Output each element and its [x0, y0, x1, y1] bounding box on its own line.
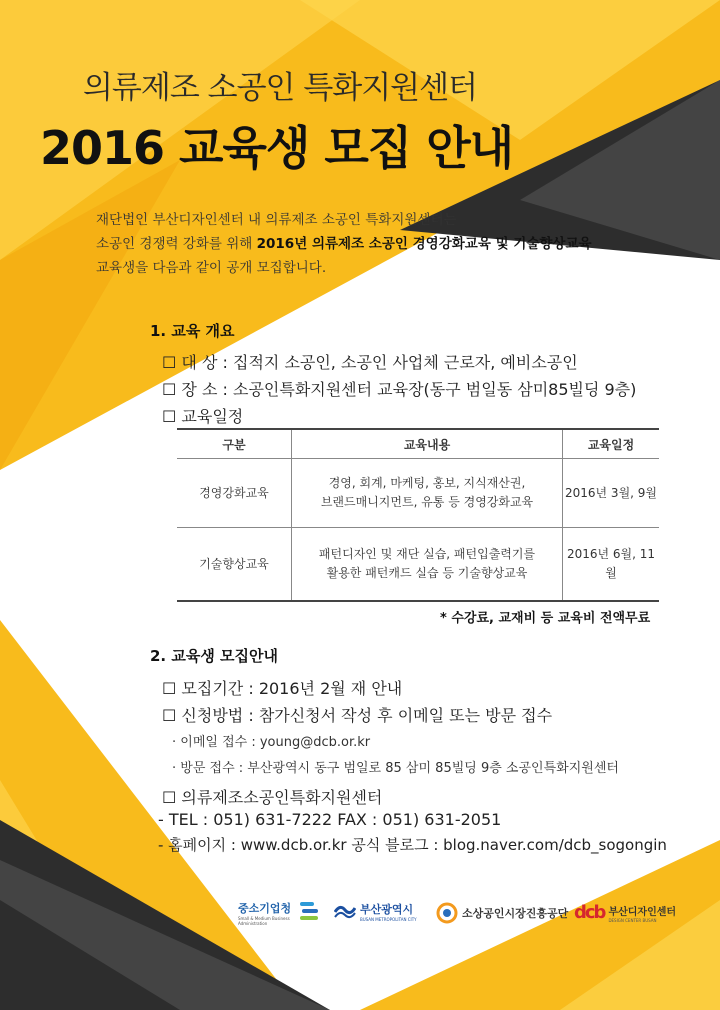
table-row: [177, 459, 659, 528]
table-header: 교육내용: [292, 429, 563, 459]
semas-mark-icon: [436, 902, 458, 924]
dcb-mark-icon: dcb: [574, 902, 605, 923]
visit-item: · 방문 접수 : 부산광역시 동구 범일로 85 삼미 85빌딩 9층 소공인특화지원센터: [172, 761, 619, 776]
table-header: 구분: [177, 429, 292, 459]
method-item: ☐ 신청방법 : 참가신청서 작성 후 이메일 또는 방문 접수: [162, 706, 553, 725]
page-subtitle: 의류제조 소공인 특화지원센터: [82, 70, 477, 106]
busan-logo-text: 부산광역시: [360, 902, 414, 916]
smba-logo-en: Small & Medium Business Administration: [238, 916, 290, 926]
busan-logo: [334, 900, 417, 922]
busan-mark-icon: [334, 900, 356, 922]
section2-title: 2. 교육생 모집안내: [150, 647, 279, 665]
content-line: 브랜드매니지먼트, 유통 등 경영강화교육: [320, 495, 534, 509]
content-line: 패턴디자인 및 재단 실습, 패턴입출력기를: [318, 547, 536, 561]
page-title: 2016 교육생 모집 안내: [40, 121, 514, 175]
intro-line-2-bold: 2016년 의류제조 소공인 경영강화교육 및 기술향상교육: [256, 236, 592, 252]
dcb-logo: [574, 902, 676, 923]
semas-logo-text: 소상공인시장진흥공단: [462, 907, 569, 920]
period-item: ☐ 모집기간 : 2016년 2월 재 안내: [162, 679, 403, 698]
tel-fax: - TEL : 051) 631-7222 FAX : 051) 631-2051: [158, 810, 502, 829]
semas-logo: [436, 902, 568, 924]
table-cell-date: 2016년 6월, 11월: [563, 528, 660, 602]
intro-line-1: 재단법인 부산디자인센터 내 의류제조 소공인 특화지원센터는: [96, 212, 457, 228]
smba-mark-icon: [298, 900, 322, 926]
intro-line-2-prefix: 소공인 경쟁력 강화를 위해: [96, 236, 257, 252]
table-cell-type: 기술향상교육: [177, 528, 292, 602]
table-header: 교육일정: [563, 429, 660, 459]
table-cell-type: 경영강화교육: [177, 459, 292, 528]
center-item: ☐ 의류제조소공인특화지원센터: [162, 788, 383, 807]
section1-title: 1. 교육 개요: [150, 322, 235, 340]
smba-logo: [238, 900, 322, 926]
table-cell-content: [292, 528, 563, 602]
homepage: - 홈페이지 : www.dcb.or.kr 공식 블로그 : blog.naver.com/dcb_sogongin: [158, 836, 667, 854]
intro-line-2: [96, 232, 592, 256]
table-cell-content: [292, 459, 563, 528]
busan-logo-en: BUSAN METROPOLITAN CITY: [360, 916, 417, 922]
table-row: [177, 528, 659, 602]
dcb-logo-en: DESIGN CENTER BUSAN: [608, 917, 657, 923]
content-line: 경영, 회계, 마케팅, 홍보, 지식재산권,: [328, 476, 526, 490]
target-item: ☐ 대 상 : 집적지 소공인, 소공인 사업체 근로자, 예비소공인: [162, 353, 578, 372]
email-item: · 이메일 접수 : young@dcb.or.kr: [172, 735, 371, 750]
intro-text: [96, 208, 592, 280]
table-header-row: [177, 429, 659, 459]
dcb-logo-text: 부산디자인센터: [608, 906, 677, 918]
table-cell-date: 2016년 3월, 9월: [563, 459, 660, 528]
fee-note: * 수강료, 교재비 등 교육비 전액무료: [440, 611, 651, 626]
content-line: 활용한 패턴캐드 실습 등 기술향상교육: [326, 566, 528, 580]
schedule-table: [177, 428, 659, 602]
intro-line-3: 교육생을 다음과 같이 공개 모집합니다.: [96, 260, 327, 276]
location-item: ☐ 장 소 : 소공인특화지원센터 교육장(동구 범일동 삼미85빌딩 9층): [162, 380, 637, 399]
schedule-item: ☐ 교육일정: [162, 407, 244, 426]
smba-logo-text: 중소기업청: [238, 902, 292, 915]
